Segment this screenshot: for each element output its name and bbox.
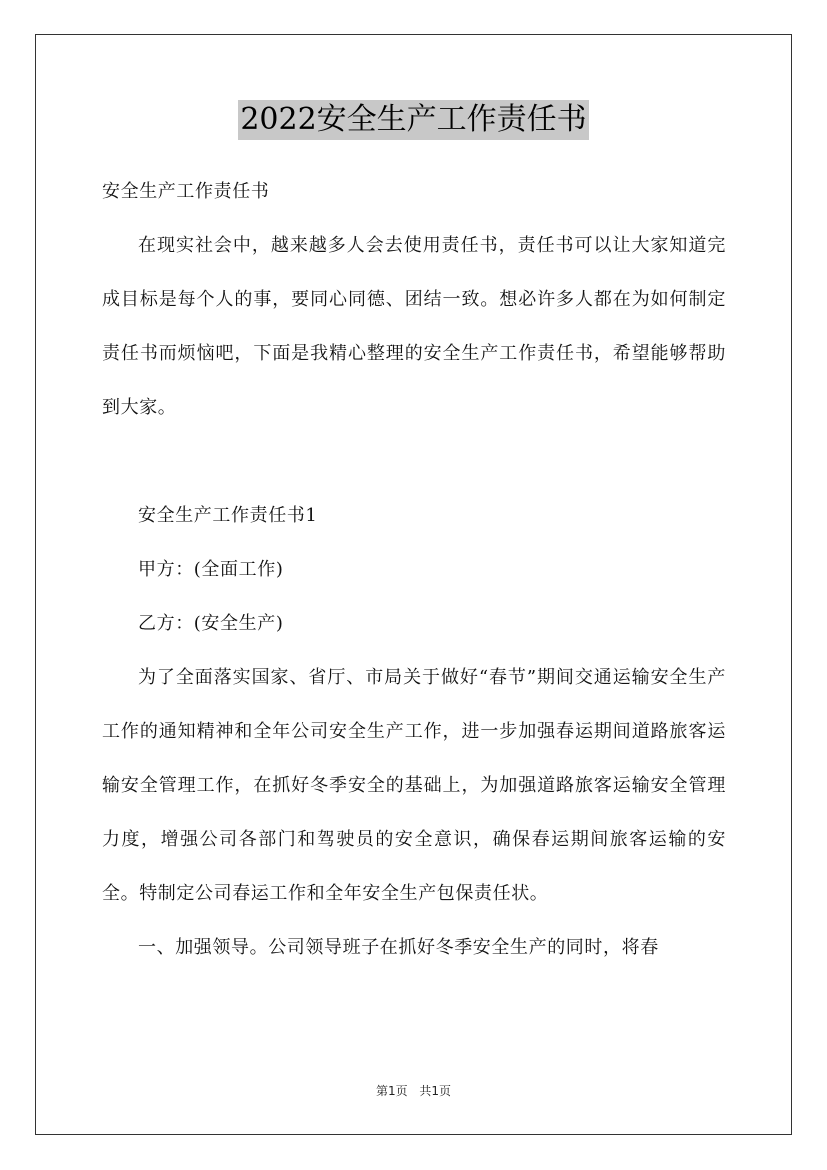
document-subtitle: 安全生产工作责任书: [102, 181, 270, 202]
page-total: 共1页: [419, 1084, 452, 1098]
blank-line: [102, 435, 726, 489]
party-a-line: 甲方：(全面工作): [138, 559, 284, 580]
intro-paragraph: 在现实社会中，越来越多人会去使用责任书，责任书可以让大家知道完成目标是每个人的事，要同心同德、团结一致。想必许多人都在为如何制定责任书而烦恼吧，下面是我精心整理的安全生产工作责任书，希望能够帮助到大家。: [102, 235, 726, 418]
body-paragraph-1: 为了全面落实国家、省厅、市局关于做好“春节”期间交通运输安全生产工作的通知精神和全年公司安全生产工作，进一步加强春运期间道路旅客运输安全管理工作，在抓好冬季安全的基础上，为加强道路旅客运输安全管理力度，增强公司各部门和驾驶员的安全意识，确保春运期间旅客运输的安全。特制定公司春运工作和全年安全生产包保责任状。: [102, 667, 726, 904]
page-footer: [0, 1083, 827, 1099]
document-title: 2022安全生产工作责任书: [238, 100, 588, 140]
body-paragraph-2: 一、加强领导。公司领导班子在抓好冬季安全生产的同时，将春: [138, 937, 659, 958]
page-number: 第1页: [375, 1084, 408, 1098]
party-b-line: 乙方：(安全生产): [138, 613, 284, 634]
document-body: [102, 165, 726, 975]
section-title: 安全生产工作责任书1: [138, 505, 318, 526]
title-container: [0, 100, 827, 140]
